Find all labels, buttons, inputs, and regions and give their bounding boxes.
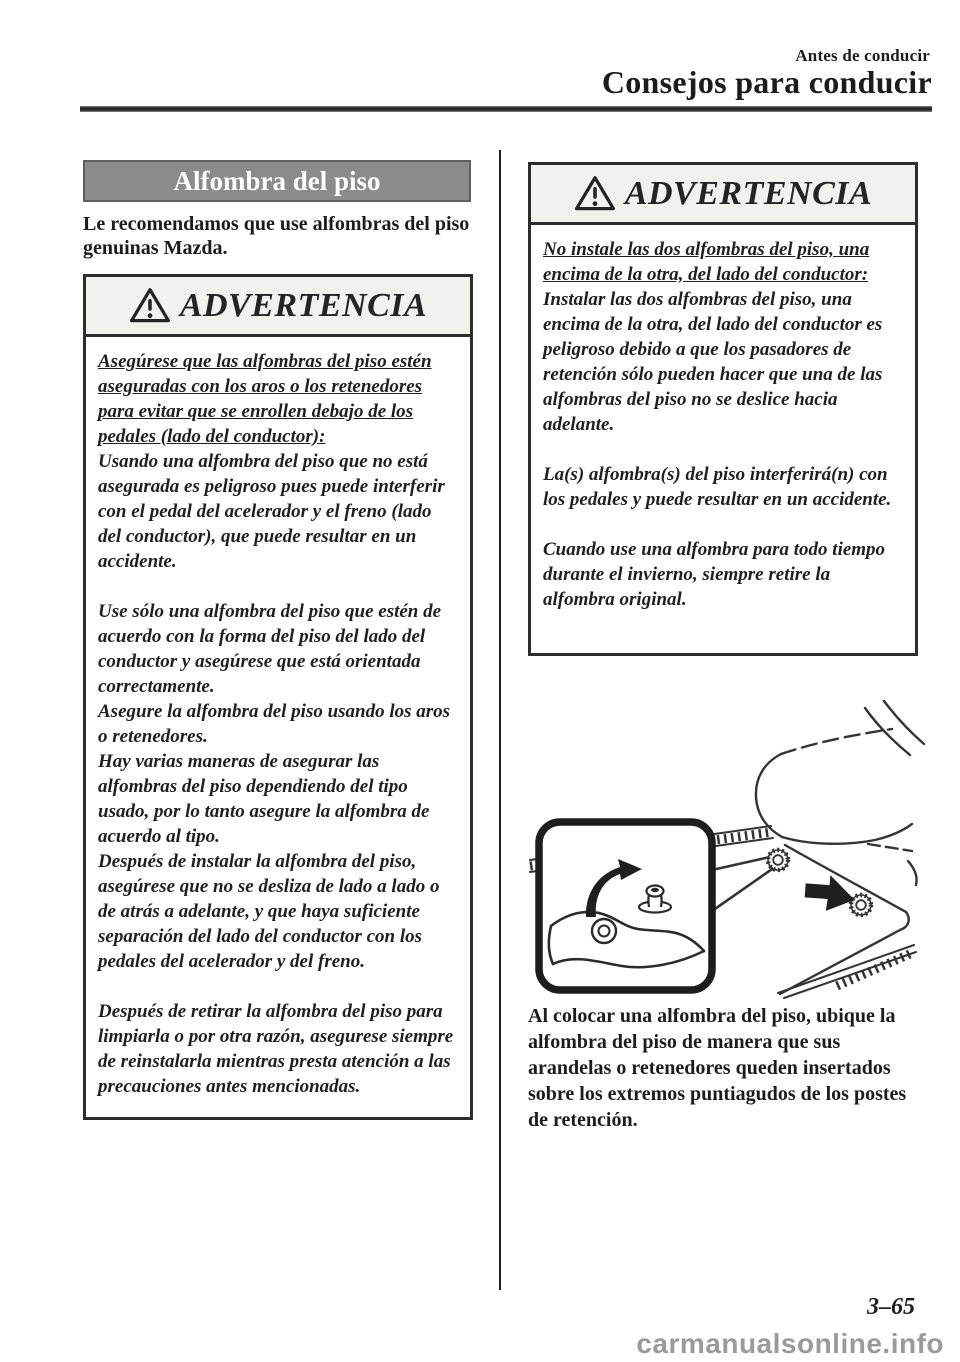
warning-box-right [528,162,918,656]
watermark: carmanualsonline.info [636,1328,944,1359]
warning-header-right [531,165,915,225]
warning-paragraph: Instalar las dos alfombras del piso, una encima de la otra, del lado del conductor es peligroso debido a que los pasadores de retención sólo pueden hacer que una de las alfombras del piso no se deslice hacia adelante. [543,289,883,435]
warning-paragraph: Hay varias maneras de asegurar las alfombras del piso dependiendo del tipo usado, por lo tanto asegure la alfombra de acuerdo al tipo. [98,751,430,847]
warning-box-left [83,274,473,1120]
warning-triangle-icon [574,175,616,212]
right-column [528,162,918,1133]
warning-paragraph: Cuando use una alfombra para todo tiempo durante el invierno, siempre retire la alfombra original. [543,539,886,610]
illustration-caption: Al colocar una alfombra del piso, ubique la alfombra del piso de manera que sus arandelas o retenedores queden insertados sobre los extremos puntiagudos de los postes de retención. [528,1005,907,1131]
page-title: Consejos para conducir [601,64,932,100]
inset-callout [539,822,712,990]
warning-label: ADVERTENCIA [624,174,873,212]
header-rule [80,106,932,112]
grommet-1 [768,850,788,870]
header-section: Antes de conducir [795,46,930,65]
warning-body-left [86,337,470,1117]
page-number: 3–65 [867,1294,915,1320]
warning-paragraph: Asegure la alfombra del piso usando los aros o retenedores. [98,701,451,747]
warning-paragraph: Use sólo una alfombra del piso que estén de acuerdo con la forma del piso del lado del conductor y asegúrese que está orientada correctamente. [98,601,442,697]
warning-triangle-icon [129,287,171,324]
warning-lead: Asegúrese que las alfombras del piso estén aseguradas con los aros o los retenedores para evitar que se enrollen debajo de los pedales (lado del conductor): [98,351,432,447]
floor-mat-illustration [528,664,928,999]
intro-paragraph: Le recomendamos que use alfombras del piso genuinas Mazda. [83,213,470,259]
warning-label: ADVERTENCIA [179,286,428,324]
warning-paragraph: Después de retirar la alfombra del piso para limpiarla o por otra razón, asegurese siempre de reinstalarla mientras presta atención a las precauciones antes mencionadas. [98,1001,454,1097]
left-column [83,160,473,1120]
grommet-2 [851,895,871,915]
warning-lead: No instale las dos alfombras del piso, una encima de la otra, del lado del conductor: [543,239,870,285]
warning-paragraph: La(s) alfombra(s) del piso interferirá(n) con los pedales y puede resultar en un accidente. [543,464,892,510]
warning-paragraph: Después de instalar la alfombra del piso, asegúrese que no se desliza de lado a lado o de atrás a adelante, y que haya suficiente separación del lado del conductor con los pedales del acelerador y del freno. [98,851,440,972]
warning-header-left [86,277,470,337]
warning-paragraph: Usando una alfombra del piso que no está asegurada es peligroso pues puede interferir con el pedal del acelerador y el freno (lado del conductor), que puede resultar en un accidente. [98,451,445,572]
section-title-bar: Alfombra del piso [83,160,471,202]
column-divider [499,150,501,1290]
warning-body-right [531,225,915,653]
